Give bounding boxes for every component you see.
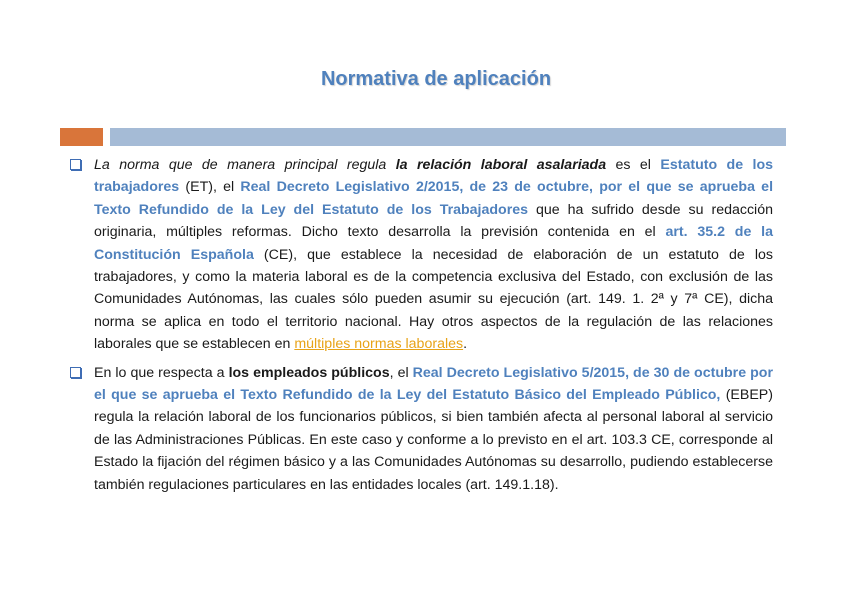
page-title: Normativa de aplicación (320, 68, 552, 90)
ref-estatuto-trabajadores: Estatuto de los trabajadores (94, 157, 773, 196)
emphasis-empleados-publicos: los empleados públicos (228, 364, 390, 381)
checkbox-bullet-icon (70, 159, 81, 170)
paragraph-estatuto-trabajadores: La norma que de manera principal regula la relación laboral asalariada es el Estatuto de los trabajadores (ET), el Real Decreto Legislativo 2/2015, de 23 de octubre, por el que se aprueba el Texto Refundido de la Ley del Estatuto de los Trabajadores que ha sufrido desde su redacción originaria, múltiples reformas. Dicho texto desarrolla la previsión contenida en el art. 35.2 de la Constitución Española (CE), que establece la necesidad de elaboración de un estatuto de los trabajadores, y como la materia laboral es de la competencia exclusiva del Estado, con exclusión de las Comunidades Autónomas, las cuales sólo pueden asumir su ejecución (art. 149. 1. 2ª y 7ª CE), dicha norma se aplica en todo el territorio nacional. Hay otros aspectos de la regulación de las relaciones laborales que se establecen en múltiples normas laborales. (68, 154, 773, 356)
checkbox-bullet-icon (70, 367, 81, 378)
link-normas-laborales[interactable]: múltiples normas laborales (294, 336, 464, 353)
ref-rdl-2-2015: Real Decreto Legislativo 2/2015, de 23 de octubre, por el que se aprueba el Texto Refundido de la Ley del Estatuto de los Trabajadores (94, 179, 774, 218)
header-bar-blue (110, 128, 786, 146)
emphasis-relacion-laboral: la relación laboral asalariada (395, 157, 607, 173)
ref-rdl-5-2015: Real Decreto Legislativo 5/2015, de 30 de octubre por el que se aprueba el Texto Refundido de la Ley del Estatuto Básico del Empleado Público, (94, 364, 773, 404)
content-body (68, 154, 773, 502)
header-bar-orange (60, 128, 103, 146)
ref-constitucion-art-35-2: art. 35.2 de la Constitución Española (94, 224, 773, 263)
paragraph-empleados-publicos: En lo que respecta a los empleados públicos, el Real Decreto Legislativo 5/2015, de 30 de octubre por el que se aprueba el Texto Refundido de la Ley del Estatuto Básico del Empleado Público, (EBEP) regula la relación laboral de los funcionarios públicos, si bien también afecta al personal laboral al servicio de las Administraciones Públicas. En este caso y conforme a lo previsto en el art. 103.3 CE, corresponde al Estado la fijación del régimen básico y a las Comunidades Autónomas su desarrollo, pudiendo establecerse también regulaciones particulares en las entidades locales (art. 149.1.18). (68, 362, 773, 496)
